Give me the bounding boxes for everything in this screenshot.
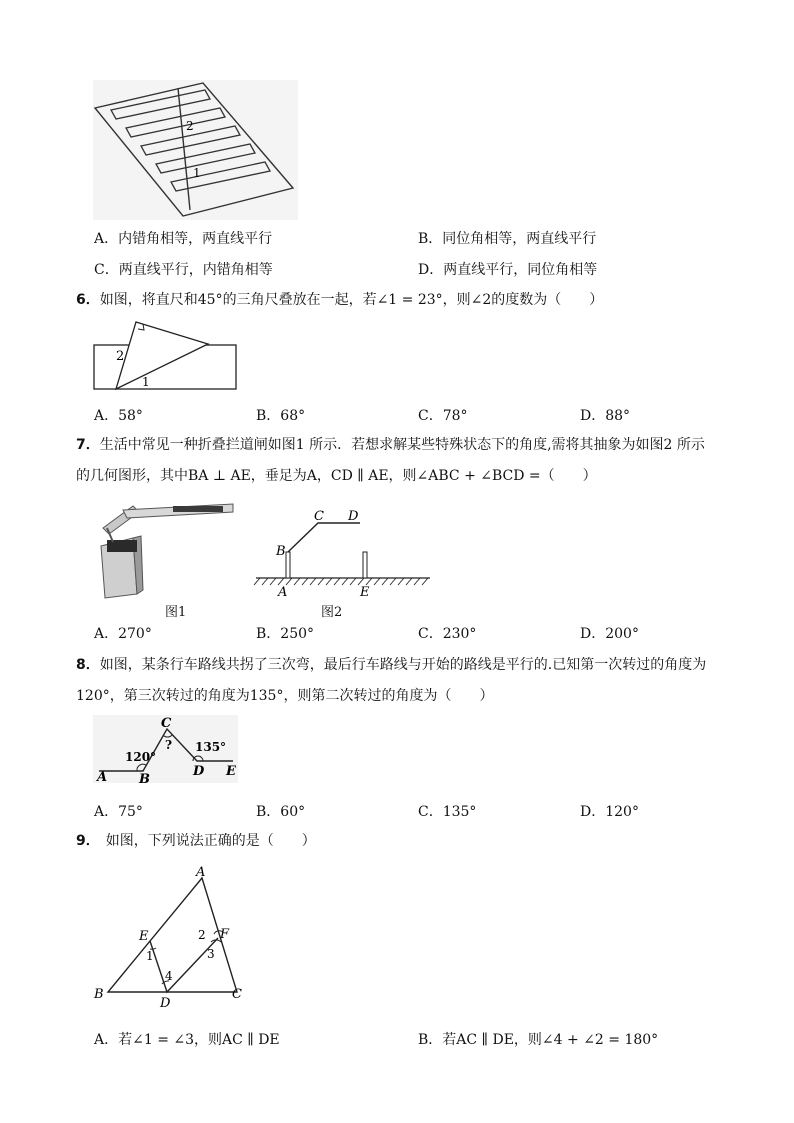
q9-label-c: C: [232, 987, 242, 1002]
q5-option-a[interactable]: A．内错角相等，两直线平行: [94, 231, 273, 247]
q7-label-a: A: [278, 585, 288, 600]
q7-label-b: B: [276, 544, 286, 559]
q8-figure: [93, 715, 238, 783]
q8-angle-135: 135°: [195, 740, 227, 754]
q8-option-c[interactable]: C．135°: [418, 804, 477, 820]
q6-option-c[interactable]: C．78°: [418, 408, 468, 424]
q9-text: 如图，下列说法正确的是（ ）: [105, 833, 316, 849]
q8-label-c: C: [161, 716, 172, 731]
q8-label-a: A: [97, 770, 108, 783]
q7-option-c[interactable]: C．230°: [418, 626, 477, 642]
q9-label-b: B: [94, 987, 104, 1002]
q8-label-b: B: [139, 772, 150, 783]
q6-number: 6．: [76, 292, 100, 308]
q9-figure: [90, 862, 250, 1012]
q9-angle-3: 3: [207, 947, 215, 961]
q9-label-d: D: [160, 996, 171, 1011]
q8-text-line1: 如图，某条行车路线共拐了三次弯，最后行车路线与开始的路线是平行的.已知第一次转过的角度为: [99, 657, 707, 673]
q7-option-a[interactable]: A．270°: [94, 626, 152, 642]
q9-label-e: E: [139, 929, 149, 944]
q7-label-e: E: [360, 585, 370, 600]
q5-label-1: 1: [193, 166, 201, 180]
q7-number: 7．: [76, 437, 100, 453]
q6-label-1: 1: [142, 375, 150, 389]
q8-text-line2: 120°，第三次转过的角度为135°，则第二次转过的角度为（ ）: [76, 688, 494, 704]
q6-label-2: 2: [116, 349, 125, 364]
q6-option-a[interactable]: A．58°: [94, 408, 143, 424]
q8-number: 8．: [76, 657, 100, 673]
q7-text-line2: 的几何图形，其中BA ⊥ AE，垂足为A，CD ∥ AE，则∠ABC + ∠BCD =（ ）: [76, 468, 597, 484]
q5-option-d[interactable]: D．两直线平行，同位角相等: [418, 262, 598, 278]
q7-question-line1: [76, 434, 705, 456]
q8-label-e: E: [226, 764, 236, 779]
q6-text: 如图，将直尺和45°的三角尺叠放在一起，若∠1 = 23°，则∠2的度数为（ ）: [99, 292, 604, 308]
q7-figure1-barrier: [93, 498, 238, 600]
q9-angle-4: 4: [165, 969, 173, 983]
q7-caption-fig1: 图1: [165, 605, 187, 620]
q7-label-c: C: [314, 509, 324, 524]
q7-figure2-geometry: [250, 505, 435, 600]
q6-option-d[interactable]: D．88°: [580, 408, 631, 424]
q9-angle-2: 2: [198, 928, 206, 942]
q5-option-c[interactable]: C．两直线平行，内错角相等: [94, 262, 273, 278]
q7-option-d[interactable]: D．200°: [580, 626, 639, 642]
q6-option-b[interactable]: B．68°: [256, 408, 306, 424]
q6-figure: [92, 318, 240, 393]
q9-number: 9．: [76, 833, 100, 849]
q8-question-line1: [76, 654, 706, 676]
q9-question: [76, 830, 316, 852]
q8-option-b[interactable]: B．60°: [256, 804, 306, 820]
q7-label-d: D: [348, 509, 359, 524]
q8-angle-120: 120°: [125, 750, 157, 764]
q9-label-a: A: [196, 865, 206, 880]
q8-label-d: D: [193, 764, 205, 779]
q9-option-b[interactable]: B．若AC ∥ DE，则∠4 + ∠2 = 180°: [418, 1032, 659, 1048]
q8-option-a[interactable]: A．75°: [94, 804, 143, 820]
q7-caption-fig2: 图2: [321, 605, 343, 620]
q9-option-a[interactable]: A．若∠1 = ∠3，则AC ∥ DE: [94, 1032, 280, 1048]
q6-question: [76, 289, 603, 311]
q9-angle-1: 1: [146, 949, 154, 963]
q8-angle-unknown: ?: [165, 738, 173, 752]
q5-label-2: 2: [186, 119, 194, 133]
q5-figure: [93, 80, 298, 220]
q9-label-f: F: [220, 927, 230, 942]
q8-option-d[interactable]: D．120°: [580, 804, 639, 820]
q7-option-b[interactable]: B．250°: [256, 626, 315, 642]
q5-option-b[interactable]: B．同位角相等，两直线平行: [418, 231, 597, 247]
q7-text-line1: 生活中常见一种折叠拦道闸如图1 所示．若想求解某些特殊状态下的角度,需将其抽象为如图2 所示: [99, 437, 705, 453]
